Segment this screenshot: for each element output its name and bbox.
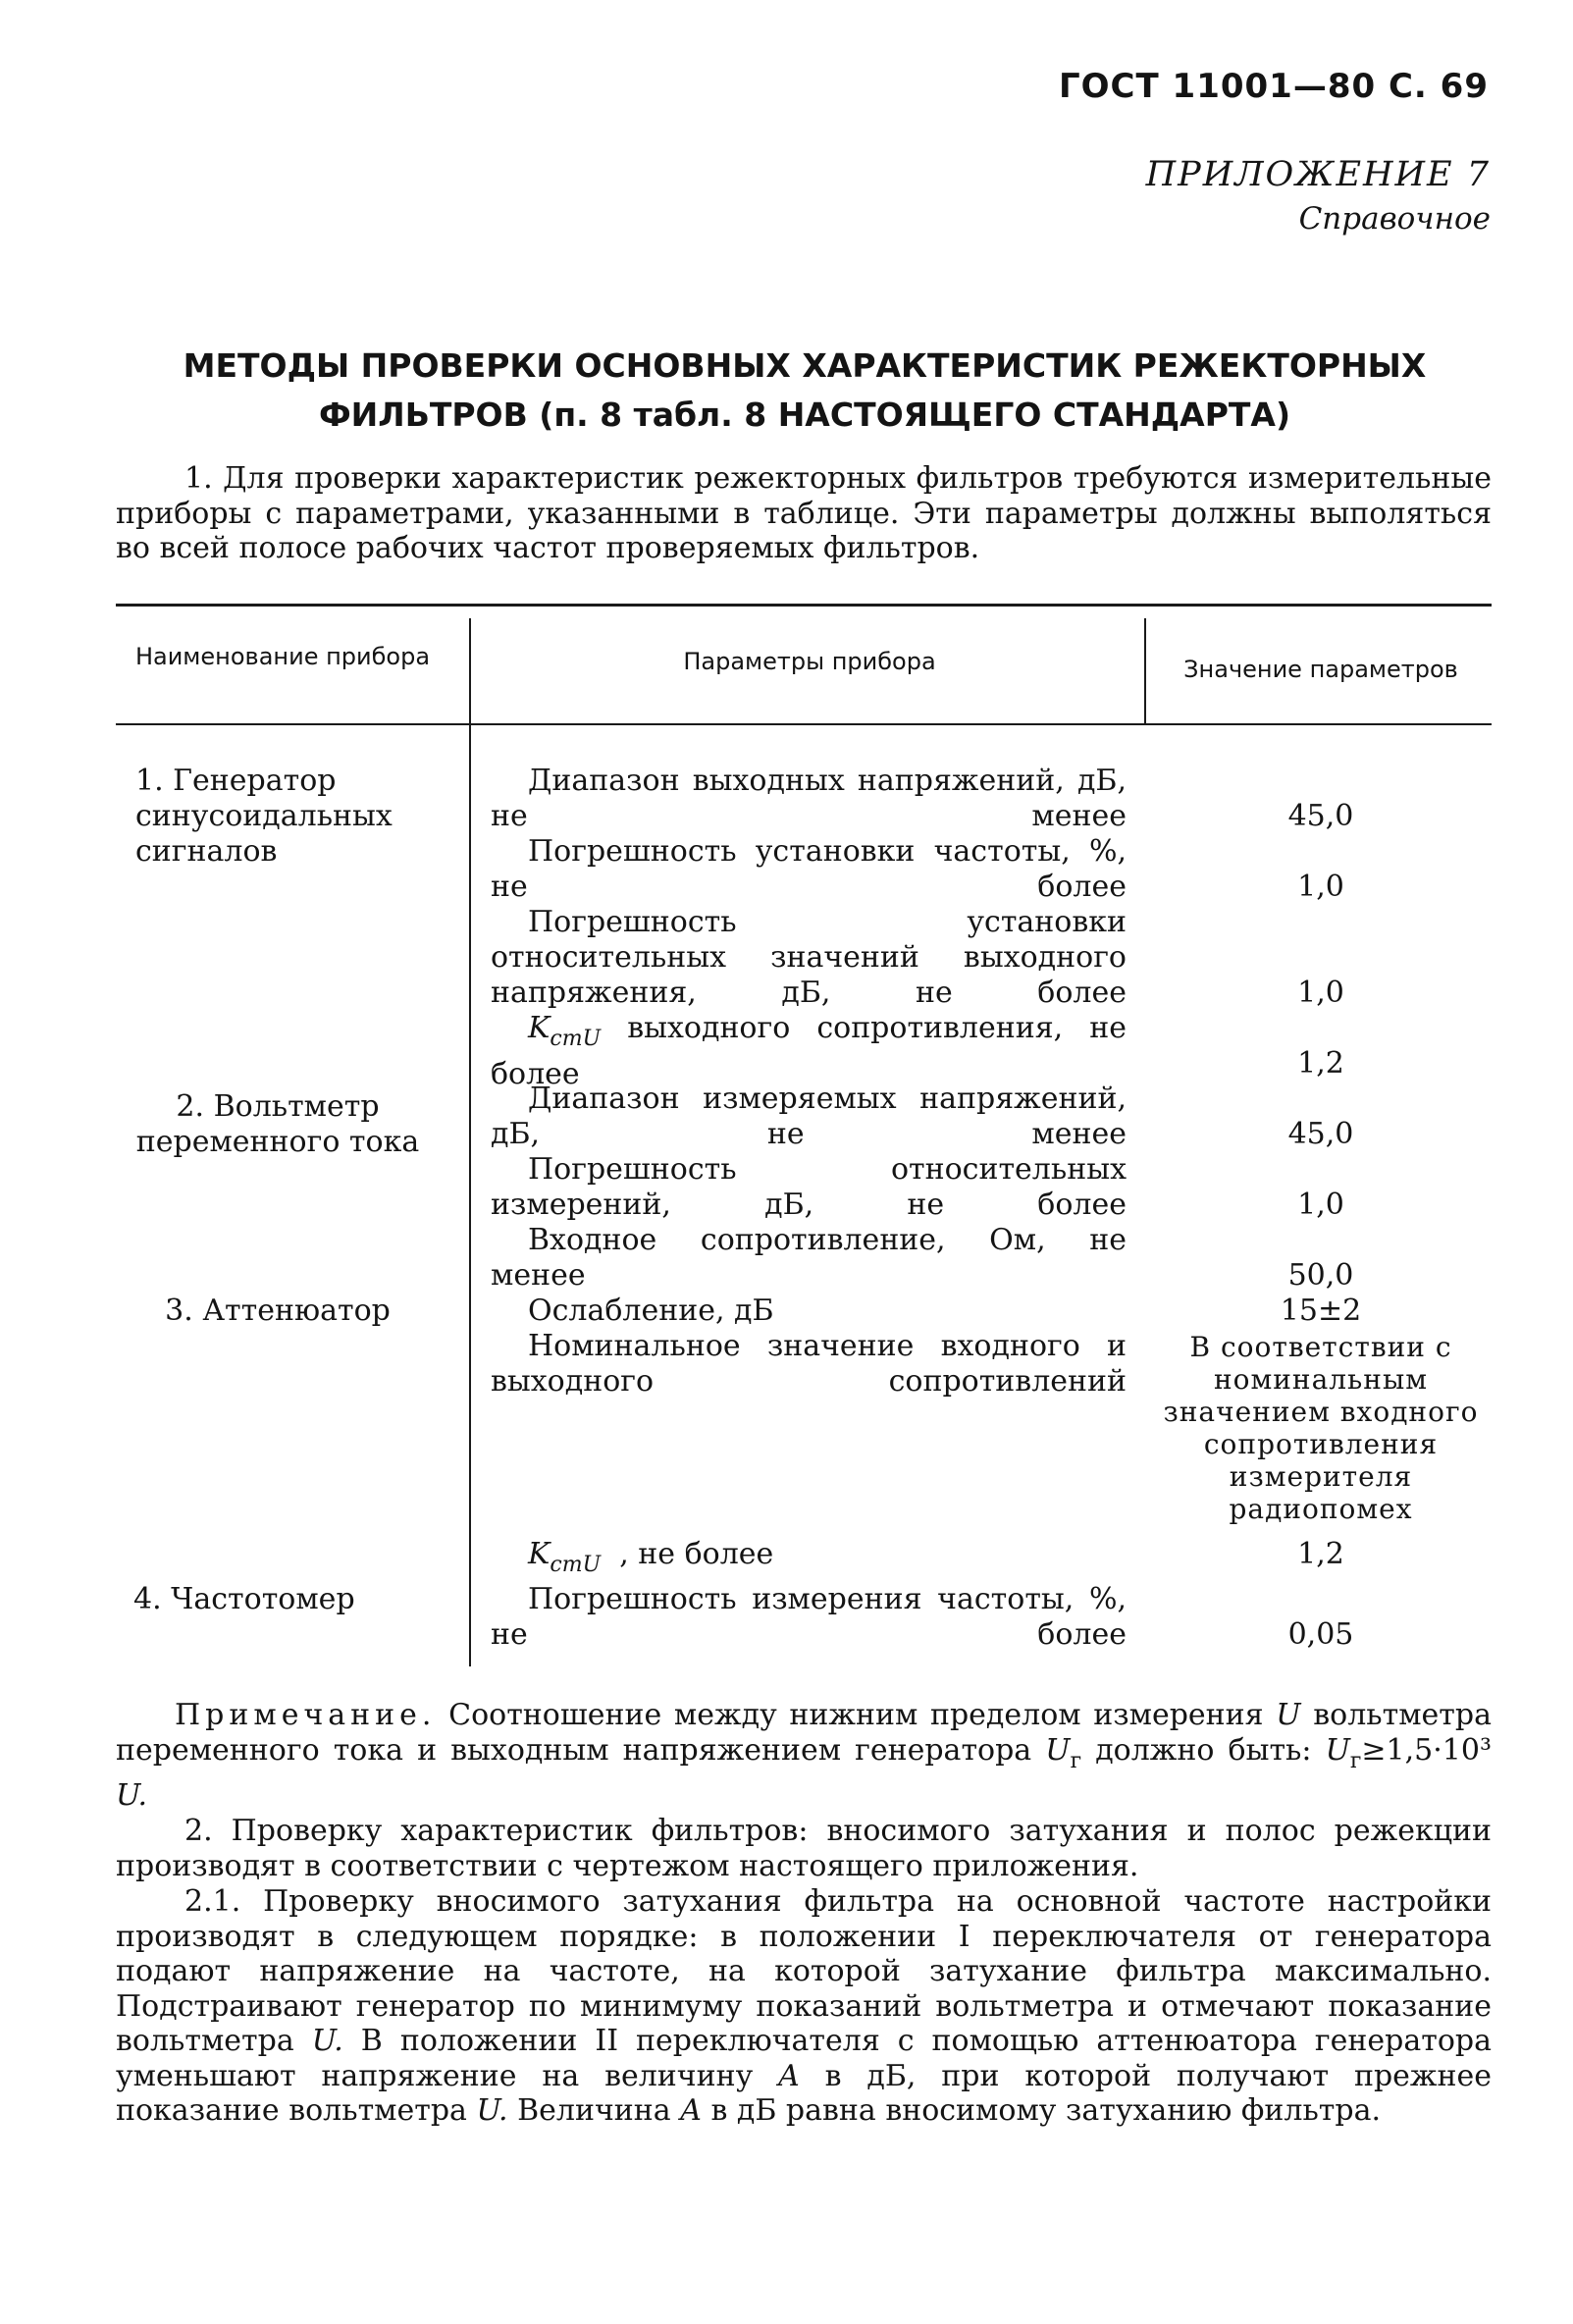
value-measured-voltage-range: 45,0 (1287, 1117, 1354, 1151)
param-measured-voltage-range: Диапазон измеряемых напряжений, дБ, не менее (491, 1082, 1127, 1151)
table-header-name: Наименование прибора (134, 643, 431, 670)
paragraph-2-1: 2.1. Проверку вносимого затухания фильтра на основной частоте настройки производят в следующем порядке: в положении I переключателя от генератора подают напряжение на частоте, на которой затухание фильтра максимально. Подстраивают генератор по минимуму показаний вольтметра и отмечают показание вольтметра U. В положении II переключателя с помощью аттенюатора генератора уменьшают напряжение на величину A в дБ, при которой получают прежнее показание вольтметра U. Величина A в дБ равна вносимому затуханию фильтра. (116, 1884, 1493, 2128)
device-attenuator: 3. Аттенюатор (165, 1294, 391, 1328)
param-relative-voltage-error: Погрешность установки относительных значений выходного напряжения, дБ, не более (491, 905, 1127, 1010)
value-relative-voltage-error: 1,0 (1297, 976, 1344, 1010)
param-kstu-attenuator: $K_{стU}$ , не более (528, 1537, 774, 1577)
table-header-values: Значение параметров (1183, 656, 1458, 683)
intro-paragraph: 1. Для проверки характеристик режекторных фильтров требуются измерительные приборы с параметрами, указанными в таблице. Эти параметры должны выполяться во всей полосе рабочих частот проверяемых фильтров. (116, 461, 1492, 565)
appendix-kind: Справочное (1298, 201, 1491, 237)
param-nominal-resistance: Номинальное значение входного и выходного сопротивлений (491, 1329, 1127, 1399)
device-voltmeter: 2. Вольтметр переменного тока (135, 1089, 420, 1159)
table-note: Примечание. Соотношение между нижним пределом измерения U вольтметра переменного тока и выходным напряжением генератора $U_г$ должно быть: $U_г\ge 1,5\cdot 10^3$ U. (116, 1698, 1492, 1813)
param-output-voltage-range: Диапазон выходных напряжений, дБ, не менее (491, 764, 1127, 833)
value-frequency-measurement-error: 0,05 (1287, 1617, 1354, 1652)
value-nominal-resistance: В соответствии с номинальным значением входного сопротивления измерителя радиопомех (1163, 1331, 1479, 1525)
paragraph-2: 2. Проверку характеристик фильтров: вносимого затухания и полос режекции производят в соответствии с чертежом настоящего приложения. (116, 1814, 1492, 1883)
param-frequency-measurement-error: Погрешность измерения частоты, %, не более (491, 1582, 1127, 1652)
param-attenuation: Ослабление, дБ (528, 1294, 774, 1328)
param-frequency-error: Погрешность установки частоты, %, не более (491, 834, 1127, 904)
table-header-params: Параметры прибора (683, 648, 936, 675)
main-title-line2: ФИЛЬТРОВ (п. 8 табл. 8 НАСТОЯЩЕГО СТАНДАРТА) (318, 396, 1291, 434)
main-title-line1: МЕТОДЫ ПРОВЕРКИ ОСНОВНЫХ ХАРАКТЕРИСТИК РЕЖЕКТОРНЫХ (183, 346, 1427, 385)
table-top-rule (116, 604, 1492, 607)
value-output-voltage-range: 45,0 (1287, 799, 1354, 833)
appendix-title: ПРИЛОЖЕНИЕ 7 (1145, 155, 1491, 194)
table-column-divider-2 (1144, 618, 1146, 724)
page-header-code: ГОСТ 11001—80 С. 69 (1058, 67, 1489, 106)
device-generator: 1. Генератор синусоидальных сигналов (135, 764, 393, 869)
value-kstu-output: 1,2 (1297, 1046, 1344, 1081)
value-attenuation: 15±2 (1280, 1294, 1362, 1328)
value-frequency-error: 1,0 (1297, 870, 1344, 904)
value-relative-measurement-error: 1,0 (1297, 1188, 1344, 1222)
param-input-resistance: Входное сопротивление, Ом, не менее (491, 1223, 1127, 1293)
table-column-divider-1 (469, 618, 471, 1666)
param-relative-measurement-error: Погрешность относительных измерений, дБ, не более (491, 1152, 1127, 1222)
table-header-rule (116, 723, 1492, 725)
value-kstu-attenuator: 1,2 (1297, 1537, 1344, 1571)
device-frequency-meter: 4. Частотомер (133, 1582, 355, 1616)
param-kstu-output: $K_{стU}$ выходного сопротивления, не более (491, 1011, 1127, 1091)
value-input-resistance: 50,0 (1287, 1258, 1354, 1293)
